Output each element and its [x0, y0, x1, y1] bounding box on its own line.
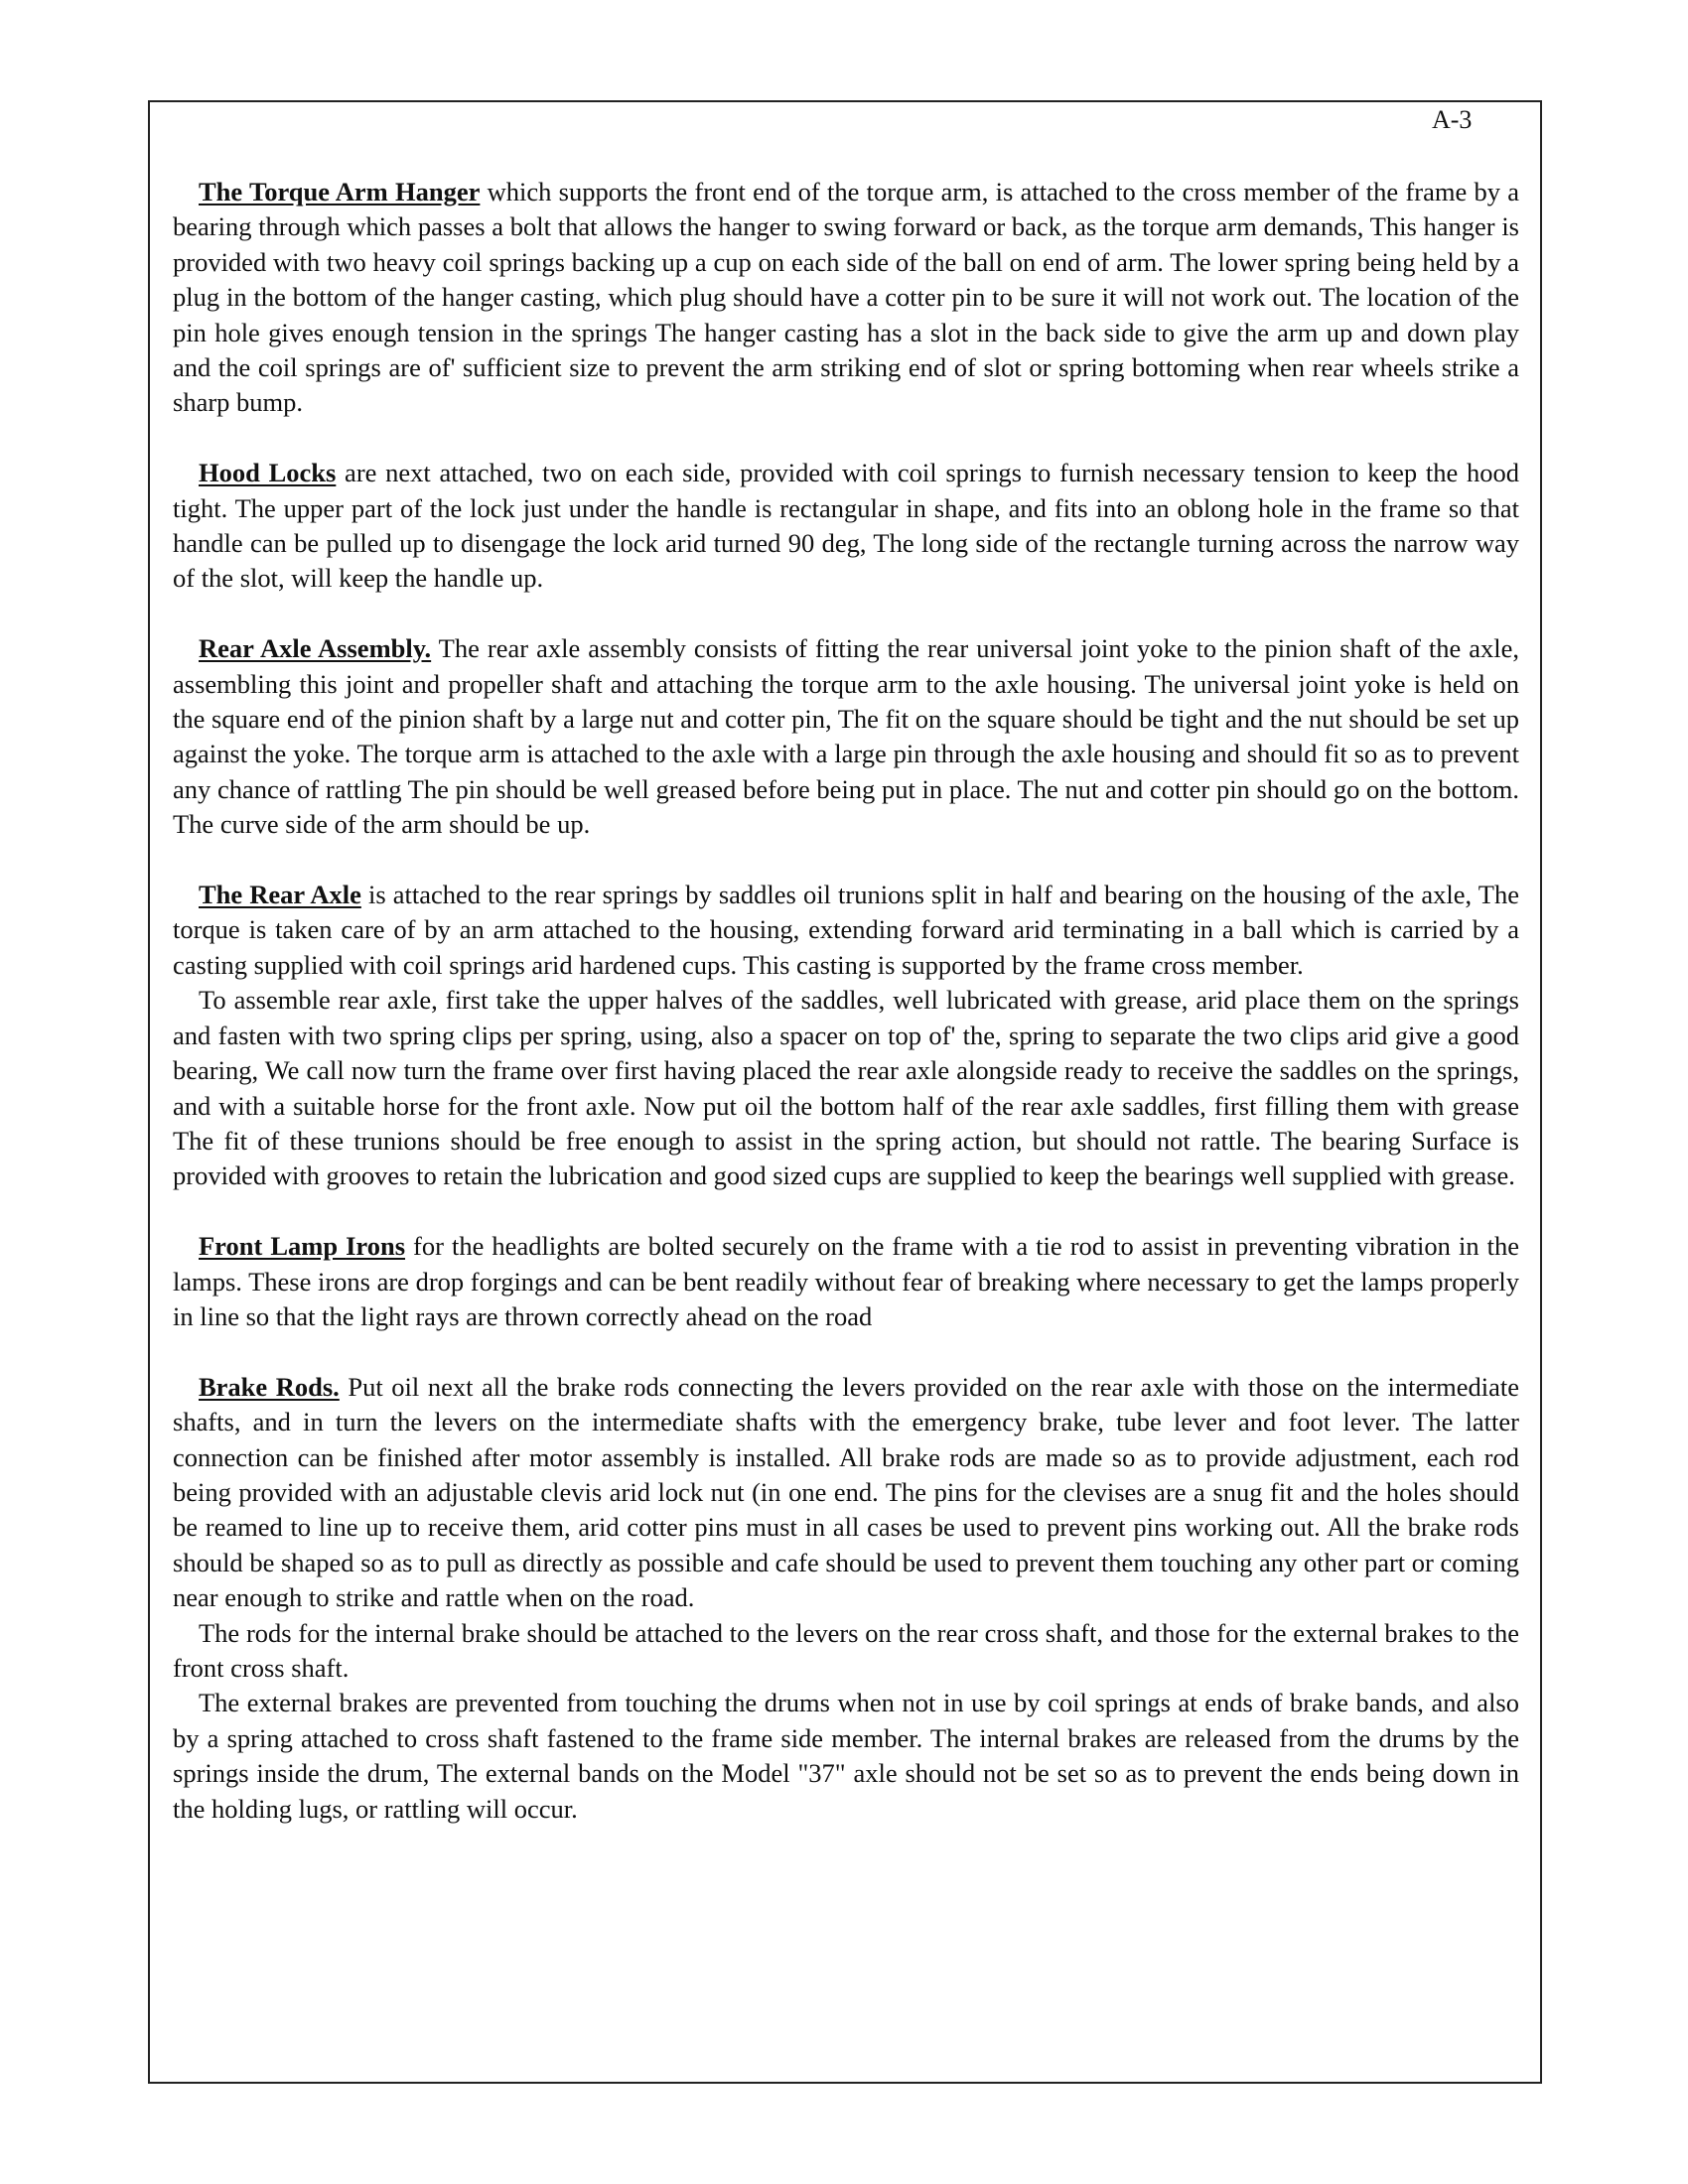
heading-rear-axle: The Rear Axle [199, 880, 361, 910]
text-hood-locks: are next attached, two on each side, provided with coil springs to furnish necessary tension to keep the hood tight. The upper part of the lock just under the handle is rectangular in shape, and fits into an oblong hole in the frame so that handle can be pulled up to disengage the lock arid turned 90 deg, The long side of the rectangle turning across the narrow way of the slot, will keep the handle up. [173, 458, 1520, 594]
heading-hood-locks: Hood Locks [199, 458, 337, 488]
text-brake-rods: Put oil next all the brake rods connecting the levers provided on the rear axle with those on the intermediate shafts, and in turn the levers on the intermediate shafts with the emergency brake, tube lever and foot lever. The latter connection can be finished after motor assembly is installed. All brake rods are made so as to provide adjustment, each rod being provided with an adjustable clevis arid lock nut (in one end. The pins for the clevises are a snug fit and the holes should be reamed to line up to receive them, arid cotter pins must in all cases be used to prevent pins working out. All the brake rods should be shaped so as to pull as directly as possible and cafe should be used to prevent them touching any other part or coming near enough to strike and rattle when on the road. [173, 1371, 1519, 1613]
text-torque-arm-hanger: which supports the front end of the torque arm, is attached to the cross member of the frame by a bearing through which passes a bolt that allows the hanger to swing forward or back, as the torque arm demands, This hanger is provided with two heavy coil springs backing up a cup on each side of the ball on end of arm. The lower spring being held by a plug in the bottom of the hanger casting, which plug should have a cotter pin to be sure it will not work out. The location of the pin hole gives enough tension in the springs The hanger casting has a slot in the back side to give the arm up and down play and the coil springs are of' sufficient size to prevent the arm striking end of slot or spring bottoming when rear wheels strike a sharp bump. [173, 177, 1519, 418]
heading-brake-rods: Brake Rods. [199, 1371, 340, 1402]
paragraph-brake-rods-external: The external brakes are prevented from touching the drums when not in use by coil springs at ends of brake bands, and also by a spring attached to cross shaft fastened to the frame side member. The internal brakes are released from the drums by the springs inside the drum, The external bands on the Model "37" axle should not be set so as to prevent the ends being down in the holding lugs, or rattling will occur. [173, 1688, 1519, 1824]
paragraph-rear-axle [173, 878, 1519, 983]
page-number: A-3 [1432, 105, 1473, 134]
paragraph-brake-rods-internal: The rods for the internal brake should be attached to the levers on the rear cross shaft, and those for the external brakes to the front cross shaft. [173, 1617, 1519, 1683]
document-body [173, 175, 1519, 1827]
paragraph-rear-axle-assembly [173, 631, 1519, 842]
paragraph-rear-axle-assembly-steps: To assemble rear axle, first take the upper halves of the saddles, well lubricated with grease, arid place them on the springs and fasten with two spring clips per spring, using, also a spacer on top of' the, spring to separate the two clips arid give a good bearing, We call now turn the frame over first having placed the rear axle alongside ready to receive the saddles on the springs, and with a suitable horse for the front axle. Now put oil the bottom half of the rear axle saddles, first filling them with grease The fit of these trunions should be free enough to assist in the spring action, but should not rattle. The bearing Surface is provided with grooves to retain the lubrication and good sized cups are supplied to keep the bearings well supplied with grease. [173, 985, 1519, 1191]
heading-torque-arm-hanger: The Torque Arm Hanger [199, 177, 481, 206]
paragraph-torque-arm-hanger [173, 175, 1519, 421]
text-rear-axle-assembly: The rear axle assembly consists of fitting the rear universal joint yoke to the pinion shaft of the axle, assembling this joint and propeller shaft and attaching the torque arm to the axle housing. The universal joint yoke is held on the square end of the pinion shaft by a large nut and cotter pin, The fit on the square should be tight and the nut should be set up against the yoke. The torque arm is attached to the axle with a large pin through the axle housing and should fit so as to prevent any chance of rattling The pin should be well greased before being put in place. The nut and cotter pin should go on the bottom. The curve side of the arm should be up. [173, 633, 1519, 840]
heading-rear-axle-assembly: Rear Axle Assembly. [199, 633, 432, 664]
paragraph-hood-locks [173, 456, 1519, 597]
text-rear-axle: is attached to the rear springs by saddles oil trunions split in half and bearing on the housing of the axle, The torque is taken care of by an arm attached to the housing, extending forward arid terminating in a ball which is carried by a casting supplied with coil springs arid hardened cups. This casting is supported by the frame cross member. [173, 880, 1519, 980]
text-front-lamp-irons: for the headlights are bolted securely on the frame with a tie rod to assist in preventing vibration in the lamps. These irons are drop forgings and can be bent readily without fear of breaking where necessary to get the lamps properly in line so that the light rays are thrown correctly ahead on the road [173, 1231, 1519, 1331]
heading-front-lamp-irons: Front Lamp Irons [199, 1231, 406, 1262]
paragraph-brake-rods [173, 1370, 1519, 1616]
paragraph-front-lamp-irons [173, 1229, 1519, 1334]
